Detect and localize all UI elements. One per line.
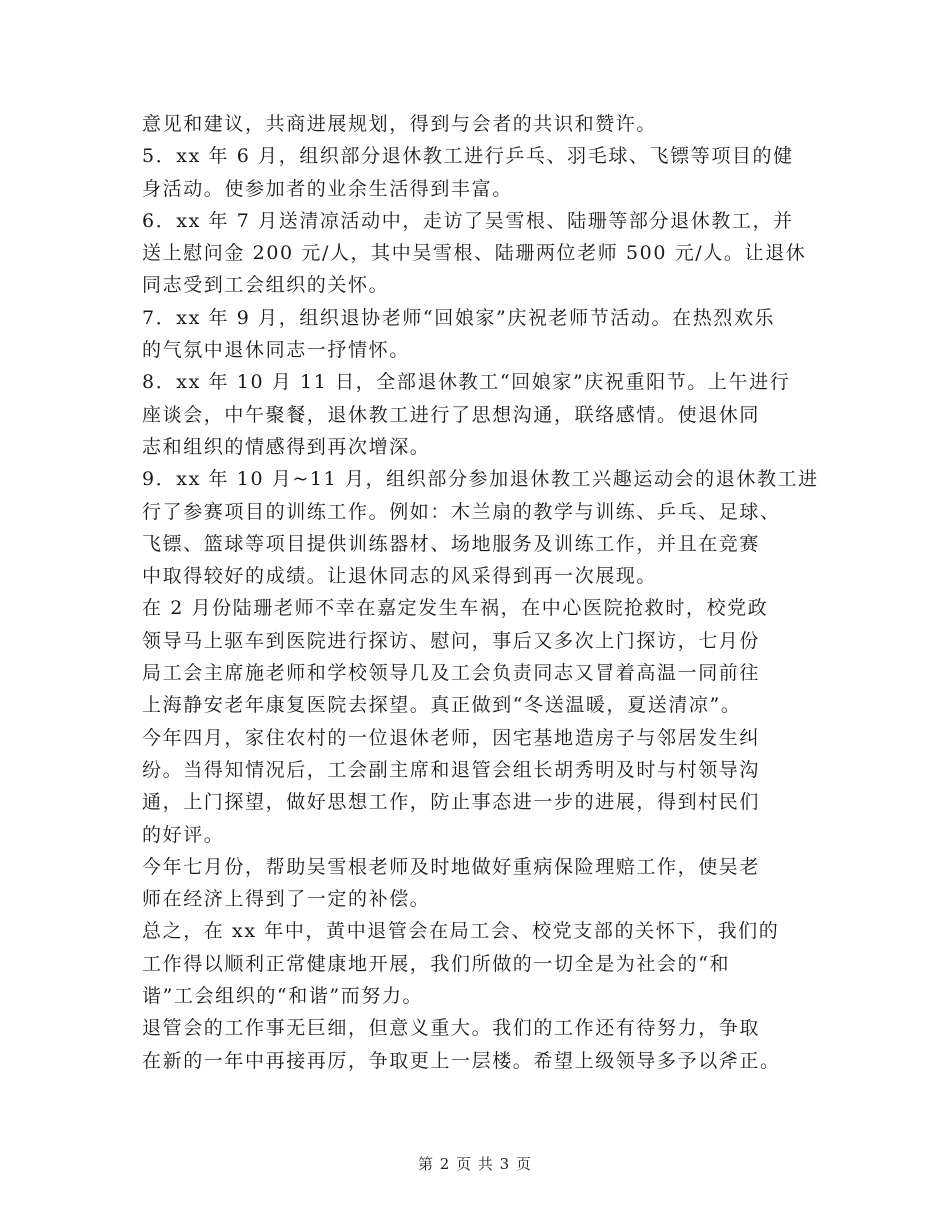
document-body bbox=[142, 108, 819, 1077]
body-line: 中取得较好的成绩。让退休同志的风采得到再一次展现。 bbox=[142, 565, 658, 588]
body-line: 意见和建议，共商进展规划，得到与会者的共识和赞许。 bbox=[142, 113, 658, 135]
body-line: 7．xx 年 9 月，组织退协老师“回娘家”庆祝老师节活动。在热烈欢乐 bbox=[142, 306, 776, 329]
body-line: 通，上门探望，做好思想工作，防止事态进一步的进展，得到村民们 bbox=[142, 791, 761, 814]
body-line: 谐”工会组织的“和谐”而努力。 bbox=[142, 985, 424, 1008]
body-line: 师在经济上得到了一定的补偿。 bbox=[142, 888, 431, 911]
body-line: 局工会主席施老师和学校领导几及工会负责同志又冒着高温一同前往 bbox=[142, 662, 761, 685]
body-line: 的好评。 bbox=[142, 823, 225, 846]
body-line: 送上慰问金 200 元/人，其中吴雪根、陆珊两位老师 500 元/人。让退休 bbox=[142, 242, 807, 265]
body-line: 工作得以顺利正常健康地开展，我们所做的一切全是为社会的“和 bbox=[142, 952, 731, 975]
body-line: 总之，在 xx 年中，黄中退管会在局工会、校党支部的关怀下，我们的 bbox=[142, 920, 780, 943]
body-line: 同志受到工会组织的关怀。 bbox=[142, 274, 390, 297]
body-line: 今年七月份，帮助吴雪根老师及时地做好重病保险理赔工作，使吴老 bbox=[142, 855, 761, 878]
body-line: 今年四月，家住农村的一位退休老师，因宅基地造房子与邻居发生纠 bbox=[142, 726, 761, 749]
body-line: 5．xx 年 6 月，组织部分退休教工进行乒乓、羽毛球、飞镖等项目的健 bbox=[142, 145, 794, 168]
body-line: 座谈会，中午聚餐，退休教工进行了思想沟通，联络感情。使退休同 bbox=[142, 403, 761, 426]
body-line: 6．xx 年 7 月送清凉活动中，走访了吴雪根、陆珊等部分退休教工，并 bbox=[142, 209, 794, 232]
page-footer: 第 2 页 共 3 页 bbox=[418, 1155, 532, 1173]
body-line: 9．xx 年 10 月~11 月，组织部分参加退休教工兴趣运动会的退休教工进 bbox=[142, 468, 819, 491]
body-line: 身活动。使参加者的业余生活得到丰富。 bbox=[142, 177, 513, 200]
body-line: 纷。当得知情况后，工会副主席和退管会组长胡秀明及时与村领导沟 bbox=[142, 758, 761, 781]
body-line: 的气氛中退休同志一抒情怀。 bbox=[142, 339, 410, 362]
body-line: 在 2 月份陆珊老师不幸在嘉定发生车祸，在中心医院抢救时，校党政 bbox=[142, 597, 769, 620]
body-line: 8．xx 年 10 月 11 日，全部退休教工“回娘家”庆祝重阳节。上午进行 bbox=[142, 371, 791, 394]
body-line: 飞镖、篮球等项目提供训练器材、场地服务及训练工作，并且在竞赛 bbox=[142, 532, 761, 555]
body-line: 在新的一年中再接再厉，争取更上一层楼。希望上级领导多予以斧正。 bbox=[142, 1049, 781, 1072]
body-line: 行了参赛项目的训练工作。例如：木兰扇的教学与训练、乒乓、足球、 bbox=[142, 500, 781, 523]
body-line: 上海静安老年康复医院去探望。真正做到“冬送温暖，夏送清凉”。 bbox=[142, 694, 742, 717]
body-line: 领导马上驱车到医院进行探访、慰问，事后又多次上门探访，七月份 bbox=[142, 629, 761, 652]
body-line: 退管会的工作事无巨细，但意义重大。我们的工作还有待努力，争取 bbox=[142, 1017, 761, 1040]
body-line: 志和组织的情感得到再次增深。 bbox=[142, 435, 431, 458]
